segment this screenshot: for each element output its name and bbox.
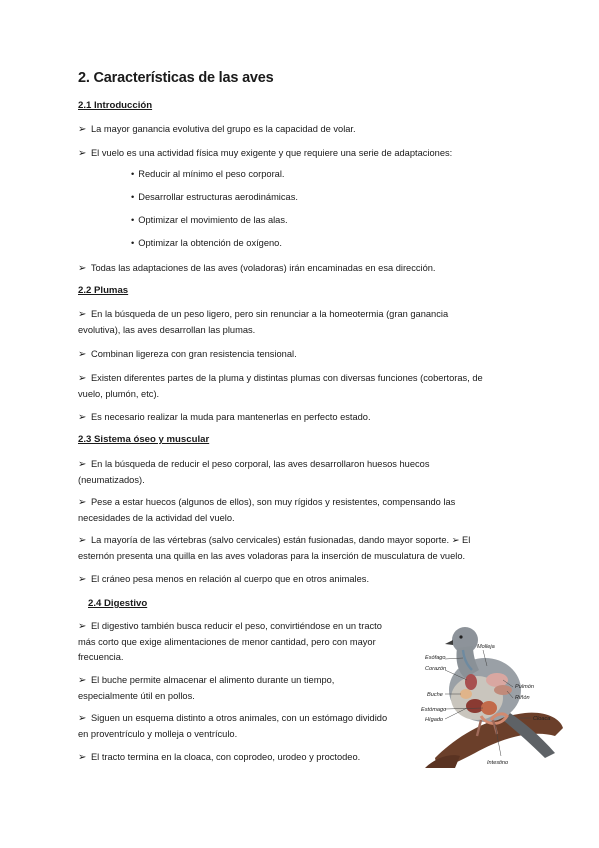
page-title: 2. Características de las aves (78, 70, 274, 86)
paragraph: ➢ El digestivo también busca reducir el peso, convirtiéndose en un tracto más corto que exige alimentaciones de menor cantidad, pero con mayor frecuencia. (78, 621, 382, 662)
figure-label-higado: Hígado (425, 717, 444, 723)
figure-label-buche: Buche (427, 692, 443, 698)
section-heading-sistema-oseo: 2.3 Sistema óseo y muscular (78, 434, 210, 445)
arrow-icon: ➢ (78, 373, 87, 384)
paragraph: ➢ Pese a estar huecos (algunos de ellos), son muy rígidos y resistentes, compensando las necesidades de la actividad del vuelo. (78, 497, 456, 523)
paragraph: ➢ La mayoría de las vértebras (salvo cervicales) están fusionadas, dando mayor soporte. ➢ El esternón presenta una quilla en las aves voladoras para la inserción de musculatura de vuelo. (78, 535, 471, 561)
paragraph: ➢ El vuelo es una actividad física muy exigente y que requiere una serie de adaptaciones: (78, 148, 453, 159)
paragraph: ➢ Es necesario realizar la muda para mantenerlas en perfecto estado. (78, 412, 371, 423)
list-item: • Optimizar el movimiento de las alas. (131, 215, 288, 225)
paragraph: ➢ Combinan ligereza con gran resistencia tensional. (78, 349, 297, 360)
arrow-icon: ➢ (78, 752, 87, 763)
arrow-icon: ➢ (78, 412, 87, 423)
section-heading-digestivo: 2.4 Digestivo (88, 598, 148, 609)
section-heading-plumas: 2.2 Plumas (78, 285, 129, 296)
list-item: • Reducir al mínimo el peso corporal. (131, 169, 285, 179)
arrow-icon: ➢ (78, 349, 87, 360)
arrow-icon: ➢ (78, 263, 87, 274)
figure-label-corazon: Corazón (425, 666, 447, 672)
section-heading-introduccion: 2.1 Introducción (78, 100, 153, 111)
paragraph: ➢ En la búsqueda de reducir el peso corporal, las aves desarrollaron huesos huecos (neumatizados). (78, 459, 430, 485)
arrow-icon: ➢ (78, 124, 87, 135)
arrow-icon: ➢ (78, 309, 87, 320)
arrow-icon: ➢ (78, 497, 87, 508)
paragraph: ➢ La mayor ganancia evolutiva del grupo es la capacidad de volar. (78, 124, 356, 135)
figure-label-cloaca: Cloaca (533, 716, 551, 722)
bird-anatomy-illustration (415, 618, 565, 773)
arrow-icon: ➢ (78, 459, 87, 470)
arrow-icon: ➢ (78, 574, 87, 585)
arrow-icon: ➢ (78, 621, 87, 632)
bird-anatomy-figure (415, 618, 565, 773)
figure-label-pulmon: Pulmón (515, 684, 534, 690)
arrow-icon: ➢ (78, 535, 87, 546)
paragraph: ➢ Existen diferentes partes de la pluma y distintas plumas con diversas funciones (cobertoras, de vuelo, plumón, etc). (78, 373, 483, 399)
arrow-icon: ➢ (78, 148, 87, 159)
paragraph: ➢ El tracto termina en la cloaca, con coprodeo, urodeo y proctodeo. (78, 752, 361, 763)
arrow-icon: ➢ (78, 713, 87, 724)
figure-label-molleja: Molleja (477, 644, 495, 650)
paragraph: ➢ El buche permite almacenar el alimento durante un tiempo, especialmente útil en pollos. (78, 675, 335, 701)
figure-label-estomago: Estómago (421, 707, 447, 713)
figure-label-esofago: Esófago (425, 655, 446, 661)
arrow-icon: ➢ (78, 675, 87, 686)
paragraph: ➢ Siguen un esquema distinto a otros animales, con un estómago dividido en proventrículo y molleja o ventrículo. (78, 713, 388, 739)
paragraph: ➢ Todas las adaptaciones de las aves (voladoras) irán encaminadas en esa dirección. (78, 263, 436, 274)
figure-label-intestino: Intestino (487, 760, 509, 766)
figure-label-rinon: Riñón (515, 695, 530, 701)
paragraph: ➢ En la búsqueda de un peso ligero, pero sin renunciar a la homeotermia (gran ganancia evolutiva), las aves desarrollan las plumas. (78, 309, 449, 335)
list-item: • Optimizar la obtención de oxígeno. (131, 238, 282, 248)
paragraph: ➢ El cráneo pesa menos en relación al cuerpo que en otros animales. (78, 574, 370, 585)
list-item: • Desarrollar estructuras aerodinámicas. (131, 192, 298, 202)
